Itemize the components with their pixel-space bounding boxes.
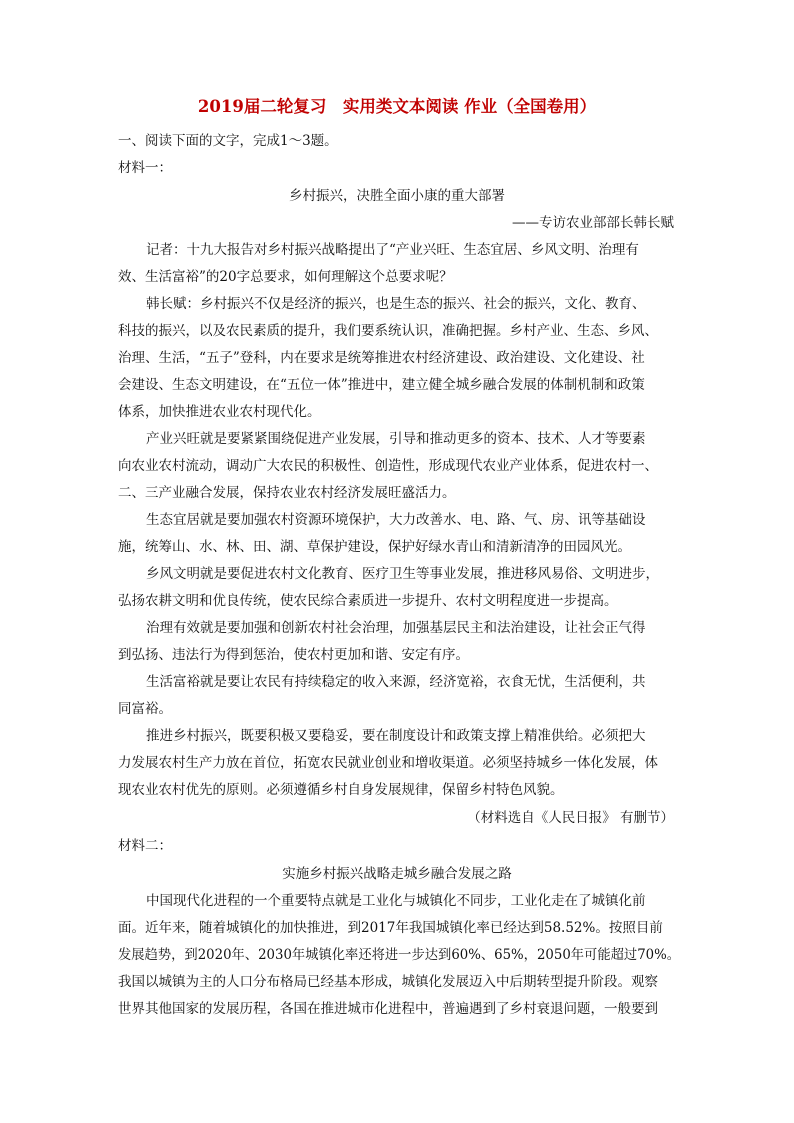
paragraph-line: 世界其他国家的发展历程，各国在推进城市化进程中，普遍遇到了乡村衰退问题，一般要到 [118, 1001, 658, 1017]
question-intro: 一、阅读下面的文字，完成1～3题。 [118, 133, 338, 149]
paragraph-line: 生活富裕就是要让农民有持续稳定的收入来源，经济宽裕，衣食无忧，生活便利，共 [146, 674, 646, 690]
paragraph-line: 乡风文明就是要促进农村文化教育、医疗卫生等事业发展，推进移风易俗、文明进步， [146, 566, 659, 582]
paragraph-line: 产业兴旺就是要紧紧围绕促进产业发展，引导和推动更多的资本、技术、人才等要素 [146, 431, 646, 447]
paragraph-line: 韩长赋：乡村振兴不仅是经济的振兴，也是生态的振兴、社会的振兴，文化、教育、 [146, 296, 646, 312]
paragraph-line: 治理、生活，“五子”登科，内在要求是统筹推进农村经济建设、政治建设、文化建设、社 [118, 350, 645, 366]
paragraph-line: 弘扬农耕文明和优良传统，使农民综合素质进一步提升、农村文明程度进一步提高。 [118, 593, 618, 609]
paragraph-line: 生态宜居就是要加强农村资源环境保护，大力改善水、电、路、气、房、讯等基础设 [146, 512, 646, 528]
paragraph-line: 同富裕。 [118, 701, 172, 717]
material2-label: 材料二： [118, 838, 172, 854]
paragraph-line: 科技的振兴，以及农民素质的提升，我们要系统认识，准确把握。乡村产业、生态、乡风、 [118, 323, 658, 339]
paragraph-line: 推进乡村振兴，既要积极又要稳妥，要在制度设计和政策支撑上精准供给。必须把大 [146, 728, 646, 744]
paragraph-line: 中国现代化进程的一个重要特点就是工业化与城镇化不同步，工业化走在了城镇化前 [146, 893, 646, 909]
paragraph-line: 记者：十九大报告对乡村振兴战略提出了“产业兴旺、生态宜居、乡风文明、治理有 [146, 242, 639, 258]
paragraph-line: 现农业农村优先的原则。必须遵循乡村自身发展规律，保留乡村特色风貌。 [118, 782, 564, 798]
paragraph-line: 效、生活富裕”的20字总要求，如何理解这个总要求呢？ [118, 269, 453, 285]
paragraph-line: 面。近年来，随着城镇化的加快推进，到2017年我国城镇化率已经达到58.52%。按照目前 [118, 920, 663, 936]
paragraph-line: 发展趋势，到2020年、2030年城镇化率还将进一步达到60%、65%，2050年可能超过70%。 [118, 947, 681, 963]
paragraph-line: 会建设、生态文明建设，在“五位一体”推进中，建立健全城乡融合发展的体制机制和政策 [118, 377, 645, 393]
material1-heading: 乡村振兴，决胜全面小康的重大部署 [289, 188, 505, 204]
document-title: 2019届二轮复习 实用类文本阅读 作业（全国卷用） [197, 97, 597, 116]
material1-source: （材料选自《人民日报》 有删节） [467, 810, 674, 826]
paragraph-line: 施，统筹山、水、林、田、湖、草保护建设，保护好绿水青山和清新清净的田园风光。 [118, 539, 631, 555]
paragraph-line: 治理有效就是要加强和创新农村社会治理，加强基层民主和法治建设，让社会正气得 [146, 620, 646, 636]
material1-byline: ——专访农业部部长韩长赋 [512, 215, 674, 231]
paragraph-line: 到弘扬、违法行为得到惩治，使农村更加和谐、安定有序。 [118, 647, 469, 663]
material2-heading: 实施乡村振兴战略走城乡融合发展之路 [282, 866, 512, 882]
paragraph-line: 力发展农村生产力放在首位，拓宽农民就业创业和增收渠道。必须坚持城乡一体化发展，体 [118, 755, 658, 771]
paragraph-line: 二、三产业融合发展，保持农业农村经济发展旺盛活力。 [118, 485, 456, 501]
material1-label: 材料一： [118, 160, 172, 176]
paragraph-line: 我国以城镇为主的人口分布格局已经基本形成，城镇化发展迈入中后期转型提升阶段。观察 [118, 974, 658, 990]
paragraph-line: 体系，加快推进农业农村现代化。 [118, 404, 321, 420]
paragraph-line: 向农业农村流动，调动广大农民的积极性、创造性，形成现代农业产业体系，促进农村一、 [118, 458, 658, 474]
